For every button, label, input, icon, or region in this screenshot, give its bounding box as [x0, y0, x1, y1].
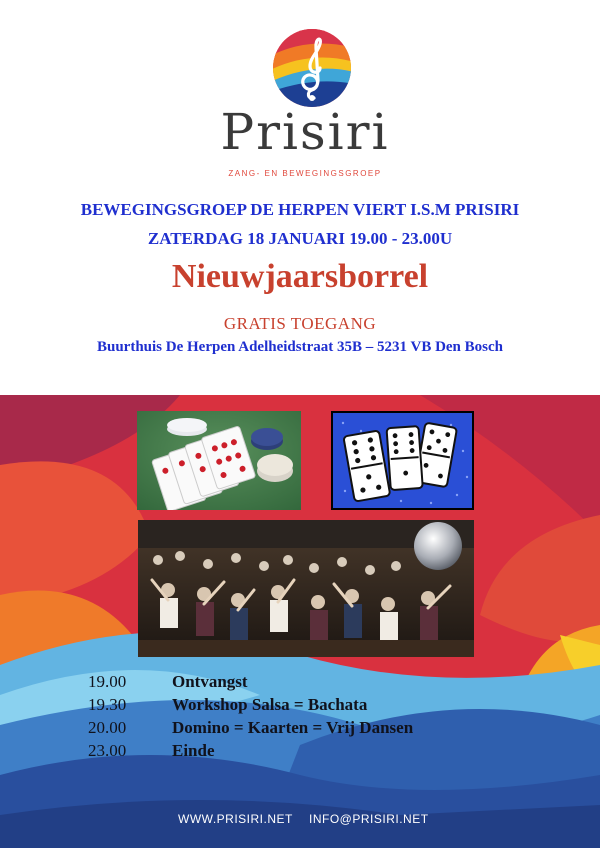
brand-subtitle: ZANG- EN BEWEGINGSGROEP: [228, 169, 382, 178]
brand-name: Prisiri: [220, 103, 390, 161]
schedule-item: Domino = Kaarten = Vrij Dansen: [172, 717, 414, 737]
header-section: [0, 0, 600, 395]
cards-chips-photo: [137, 411, 301, 510]
schedule-time: 23.00: [88, 740, 127, 760]
logo-mark: [270, 28, 354, 108]
admission-text: GRATIS TOEGANG: [223, 314, 377, 333]
schedule-row: [88, 716, 413, 739]
schedule-item: Ontvangst: [172, 671, 248, 691]
header-line-1: BEWEGINGSGROEP DE HERPEN VIERT I.S.M PRISIRI: [80, 200, 520, 219]
header-line-2: ZATERDAG 18 JANUARI 19.00 - 23.00U: [147, 229, 453, 248]
website-link[interactable]: WWW.PRISIRI.NET: [178, 812, 293, 826]
schedule-row: [88, 670, 413, 693]
schedule-item: Workshop Salsa = Bachata: [172, 694, 368, 714]
schedule-time: 19.00: [88, 671, 127, 691]
schedule-list: [88, 670, 413, 762]
dominoes-image: [331, 411, 474, 510]
email-link[interactable]: INFO@PRISIRI.NET: [309, 812, 429, 826]
dancing-photo: [138, 520, 474, 657]
schedule-item: Einde: [172, 740, 215, 760]
event-address: Buurthuis De Herpen Adelheidstraat 35B – 5231 VB Den Bosch: [96, 339, 503, 355]
schedule-row: [88, 739, 413, 762]
event-title: Nieuwjaarsborrel: [171, 258, 429, 295]
schedule-row: [88, 693, 413, 716]
schedule-time: 20.00: [88, 717, 127, 737]
schedule-time: 19.30: [88, 694, 127, 714]
